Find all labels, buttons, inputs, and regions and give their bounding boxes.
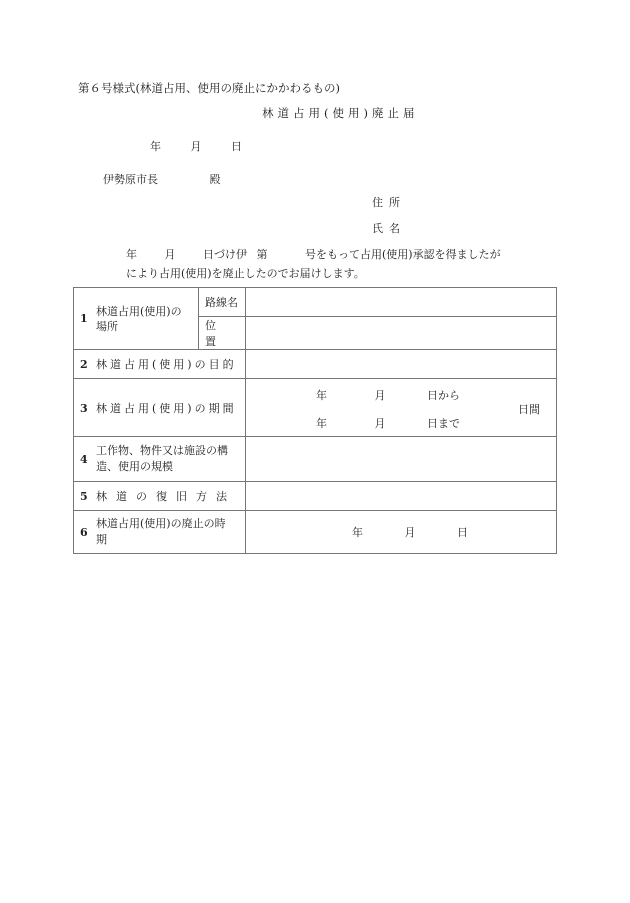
period-days: 日間 (518, 403, 540, 416)
row-5-label: 5 林道の復旧方法 (74, 482, 246, 511)
body-line-1 (126, 246, 501, 262)
table-row (74, 288, 557, 317)
name-label: 氏名 (372, 222, 406, 235)
route-name-field[interactable] (246, 288, 557, 317)
body-line-2: により占用(使用)を廃止したのでお届けします。 (126, 267, 365, 280)
application-table (73, 287, 557, 554)
route-name-label: 路線名 (199, 288, 246, 317)
row-6-label: 6 林道占用(使用)の廃止の時期 (74, 511, 246, 554)
body-dai: 第 (256, 248, 268, 261)
month-label: 月 (190, 140, 202, 153)
purpose-field[interactable] (246, 350, 557, 379)
period-from: 年 月 日から (316, 389, 460, 402)
document-title: 林道占用(使用)廃止届 (262, 106, 419, 120)
restoration-field[interactable] (246, 482, 557, 511)
row-4-label: 4 工作物、物件又は施設の構造、使用の規模 (74, 437, 246, 482)
submission-date (150, 138, 242, 154)
addressee (103, 171, 221, 187)
day-label: 日 (231, 140, 242, 153)
period-to: 年 月 日まで (316, 417, 460, 430)
table-row (74, 350, 557, 379)
addressee-honorific: 殿 (209, 173, 221, 186)
location-label: 位置 (199, 317, 246, 350)
body-day-ref: 日づけ伊 (203, 248, 247, 261)
body-approval: 号をもって占用(使用)承認を得ましたが (305, 248, 501, 261)
table-row (74, 482, 557, 511)
table-row (74, 437, 557, 482)
body-year: 年 (126, 248, 137, 261)
table-row (74, 379, 557, 437)
address-label: 住所 (372, 196, 406, 209)
row-3-label: 3 林道占用(使用)の期間 (74, 379, 246, 437)
form-number: 第６号様式(林道占用、使用の廃止にかかわるもの) (78, 81, 340, 95)
structure-field[interactable] (246, 437, 557, 482)
period-field[interactable] (246, 379, 557, 437)
row-2-label: 2 林道占用(使用)の目的 (74, 350, 246, 379)
addressee-name: 伊勢原市長 (103, 173, 158, 186)
abolition-date-field[interactable] (246, 511, 557, 554)
body-month: 月 (164, 248, 176, 261)
table-row (74, 511, 557, 554)
location-field[interactable] (246, 317, 557, 350)
year-label: 年 (150, 140, 161, 153)
row-1-label: 1 林道占用(使用)の場所 (74, 288, 199, 350)
abolition-date: 年 月 日 (352, 526, 468, 539)
